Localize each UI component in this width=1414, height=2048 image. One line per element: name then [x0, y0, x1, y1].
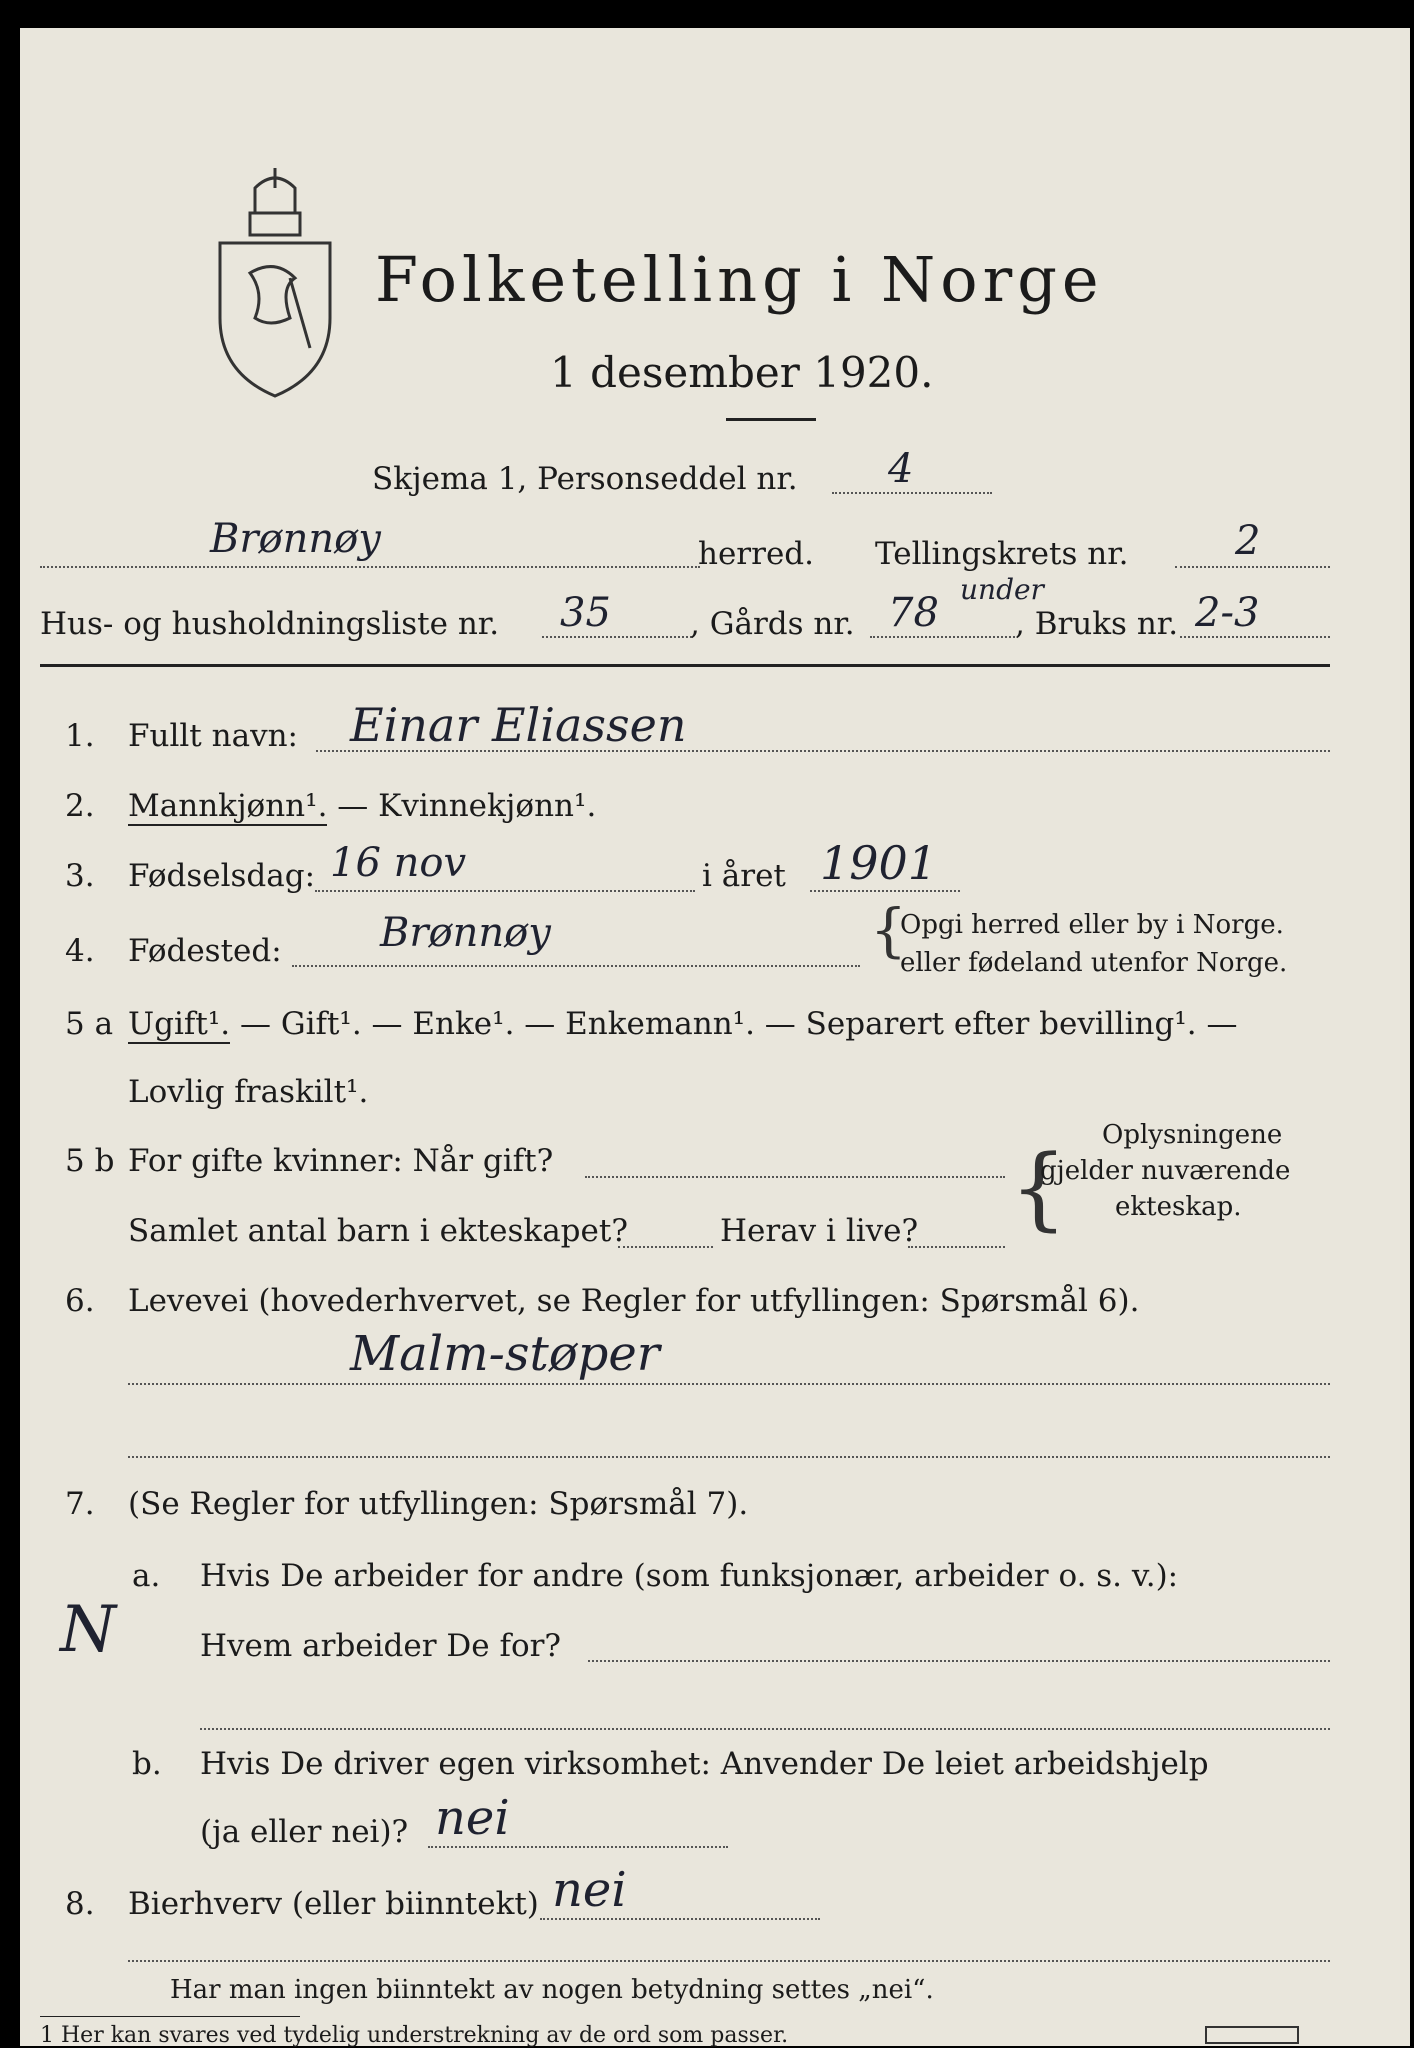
alive-line: [908, 1246, 1005, 1248]
q6-label: Levevei (hovederhvervet, se Regler for utfyllingen: Spørsmål 6).: [128, 1283, 1140, 1319]
birthplace-value: Brønnøy: [380, 910, 551, 956]
hired-help-value: nei: [435, 1790, 510, 1846]
children-line: [618, 1246, 713, 1248]
tellingskrets-value: 2: [1235, 518, 1261, 564]
husliste-label: Hus- og husholdningsliste nr.: [40, 606, 500, 642]
full-name-value: Einar Eliassen: [350, 698, 687, 752]
census-date: 1 desember 1920.: [550, 348, 934, 397]
side-income-line: [540, 1918, 820, 1920]
footer-divider: [128, 1960, 1330, 1962]
gards-line: [870, 636, 1015, 638]
q5b-brace: {: [1010, 1136, 1068, 1241]
bruks-line: [1180, 636, 1330, 638]
printer-stamp: [1205, 2026, 1299, 2044]
q7-label: (Se Regler for utfyllingen: Spørsmål 7).: [128, 1486, 749, 1522]
birthplace-line: [292, 965, 860, 967]
employer-line-1: [588, 1660, 1330, 1662]
birth-year-value: 1901: [820, 836, 938, 890]
q6-number: 6.: [65, 1283, 95, 1319]
q7a-letter: a.: [132, 1558, 161, 1594]
q5b-note-3: ekteskap.: [1115, 1192, 1242, 1222]
footer-note: Har man ingen biinntekt av nogen betydning settes „nei“.: [170, 1975, 934, 2005]
q4-brace: {: [870, 896, 907, 964]
bruks-value: 2-3: [1195, 590, 1260, 636]
q2-number: 2.: [65, 788, 95, 824]
q3-number: 3.: [65, 858, 95, 894]
gards-value: 78: [888, 590, 939, 636]
sex-separator: —: [337, 788, 369, 824]
form-title: Folketelling i Norge: [375, 243, 1104, 316]
q7a-question: Hvem arbeider De for?: [200, 1628, 562, 1664]
header-divider: [40, 664, 1330, 667]
bruks-label: , Bruks nr.: [1015, 606, 1179, 642]
gards-label: , Gårds nr.: [690, 606, 855, 642]
employer-line-2: [200, 1728, 1330, 1730]
q8-number: 8.: [65, 1886, 95, 1922]
q1-number: 1.: [65, 718, 95, 754]
q4-note-1: Opgi herred eller by i Norge.: [900, 910, 1284, 940]
personseddel-line: [832, 492, 992, 494]
occupation-line-1: [128, 1383, 1330, 1385]
year-line: [810, 890, 960, 892]
q4-label: Fødested:: [128, 933, 282, 969]
sex-options: [128, 788, 596, 824]
husliste-value: 35: [560, 590, 611, 636]
q5b-children: Samlet antal barn i ekteskapet?: [128, 1213, 628, 1249]
margin-mark: N: [60, 1593, 116, 1667]
hired-help-line: [428, 1846, 728, 1848]
title-divider: [726, 418, 816, 421]
q7-number: 7.: [65, 1486, 95, 1522]
q7b-question: (ja eller nei)?: [200, 1814, 409, 1850]
q5b-note-2: gjelder nuværende: [1040, 1156, 1291, 1186]
herred-value: Brønnøy: [210, 516, 381, 562]
birthday-line: [315, 890, 695, 892]
married-when-line: [585, 1176, 1005, 1178]
year-label: i året: [702, 858, 786, 894]
herred-label: herred.: [698, 536, 814, 572]
personseddel-value: 4: [888, 446, 914, 492]
occupation-value: Malm-støper: [350, 1326, 660, 1382]
female-option: Kvinnekjønn¹.: [378, 788, 597, 824]
q5b-married-when: For gifte kvinner: Når gift?: [128, 1143, 554, 1179]
herred-line: [40, 566, 700, 568]
gards-extra: under: [960, 573, 1044, 606]
tellingskrets-line: [1175, 566, 1330, 568]
occupation-line-2: [128, 1456, 1330, 1458]
q4-number: 4.: [65, 933, 95, 969]
side-income-value: nei: [552, 1862, 627, 1918]
marital-options: [128, 1006, 1237, 1042]
census-form: [20, 28, 1410, 2046]
male-option: Mannkjønn¹.: [128, 788, 328, 824]
q7b-text: Hvis De driver egen virksomhet: Anvender De leiet arbeidshjelp: [200, 1746, 1209, 1782]
divorced-option: Lovlig fraskilt¹.: [128, 1074, 369, 1110]
tellingskrets-label: Tellingskrets nr.: [875, 536, 1129, 572]
q1-label: Fullt navn:: [128, 718, 298, 754]
birthday-value: 16 nov: [330, 840, 467, 886]
q5a-number: 5 a: [65, 1006, 114, 1042]
coat-of-arms-icon: [200, 168, 350, 398]
q5b-note-1: Oplysningene: [1102, 1120, 1283, 1150]
q5b-number: 5 b: [65, 1143, 115, 1179]
footnote: 1 Her kan svares ved tydelig understrekning av de ord som passer.: [40, 2023, 789, 2048]
q8-label: Bierhverv (eller biinntekt): [128, 1886, 539, 1922]
q7a-text: Hvis De arbeider for andre (som funksjonær, arbeider o. s. v.):: [200, 1558, 1179, 1594]
q4-note-2: eller fødeland utenfor Norge.: [900, 948, 1288, 978]
unmarried-option: Ugift¹.: [128, 1006, 231, 1042]
marital-other-options: — Gift¹. — Enke¹. — Enkemann¹. — Separert efter bevilling¹. —: [230, 1006, 1238, 1042]
husliste-line: [542, 636, 692, 638]
skjema-label: Skjema 1, Personseddel nr.: [372, 461, 798, 497]
footnote-rule: [40, 2016, 300, 2017]
q7b-letter: b.: [132, 1746, 162, 1782]
q3-label: Fødselsdag:: [128, 858, 316, 894]
q5b-alive: Herav i live?: [720, 1213, 919, 1249]
